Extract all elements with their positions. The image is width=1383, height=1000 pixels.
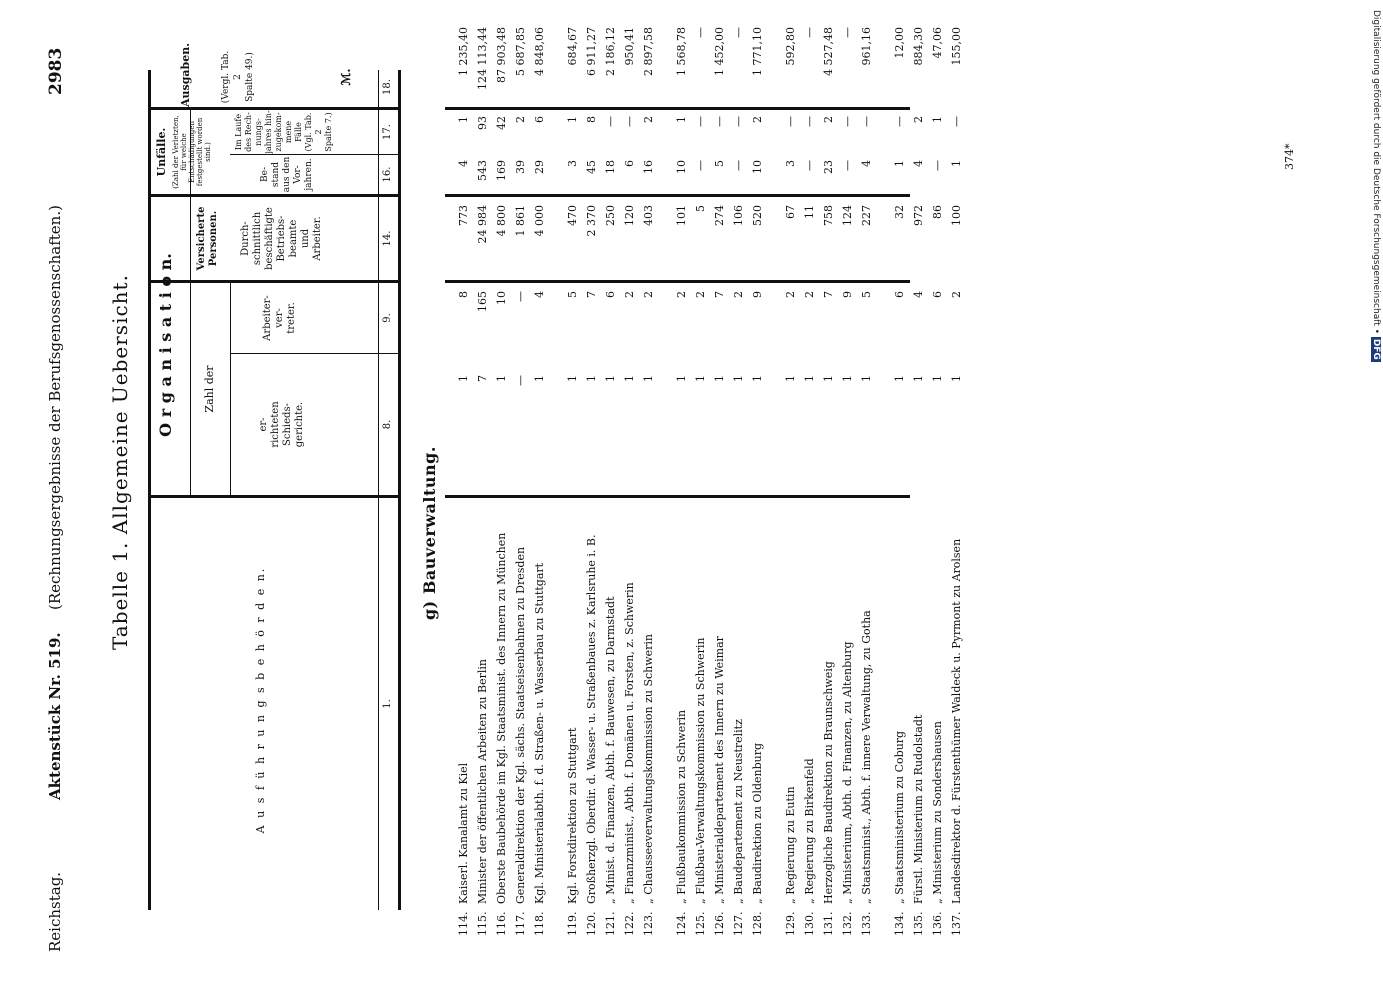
row-description: „ Baudirektion zu Oldenburg [751, 742, 764, 904]
row-zugang: — [860, 116, 873, 127]
row-description: „ Flußbau-Verwaltungskommission zu Schwerin [694, 637, 707, 904]
row-zugang: 1 [931, 116, 944, 123]
row-zugang: 2 [642, 116, 655, 123]
row-schiedsgerichte: 1 [893, 375, 906, 382]
row-arbeitervertreter: 5 [860, 291, 873, 298]
row-arbeitervertreter: 7 [713, 291, 726, 298]
row-versicherte: 403 [642, 205, 655, 226]
row-number: 134. [893, 911, 906, 936]
row-zugang: — [713, 116, 726, 127]
row-description: Kgl. Ministerialabth. f. d. Straßen- u. Wasserbau zu Stuttgart [533, 562, 546, 904]
row-number: 115. [476, 911, 489, 936]
row-schiedsgerichte: 1 [623, 375, 636, 382]
header-col18: Ausgaben. [179, 42, 192, 107]
row-number: 130. [803, 911, 816, 936]
table-row [512, 0, 530, 1000]
vline-desc [150, 495, 400, 498]
row-ausgaben: — [732, 27, 745, 38]
row-description: „ Ministerium, Abth. d. Finanzen, zu Altenburg [841, 641, 854, 904]
row-zugang: 2 [751, 116, 764, 123]
colnum-9: 9. [382, 313, 393, 323]
row-bestand: 4 [912, 160, 925, 167]
row-bestand: 3 [784, 160, 797, 167]
row-description: „ Ministerium zu Sondershausen [931, 721, 944, 904]
row-number: 117. [514, 911, 527, 936]
row-bestand: 4 [860, 160, 873, 167]
row-bestand: 10 [751, 160, 764, 174]
row-schiedsgerichte: 1 [694, 375, 707, 382]
row-ausgaben: 684,67 [566, 27, 579, 66]
row-versicherte: 101 [675, 205, 688, 226]
row-number: 124. [675, 911, 688, 936]
row-zugang: — [803, 116, 816, 127]
row-ausgaben: 155,00 [950, 27, 963, 66]
row-schiedsgerichte: 1 [931, 375, 944, 382]
row-versicherte: 2 370 [585, 205, 598, 237]
row-number: 114. [457, 911, 470, 936]
row-ausgaben: 6 911,27 [585, 27, 598, 76]
row-arbeitervertreter: 2 [803, 291, 816, 298]
page-number: 2983 [46, 47, 66, 95]
row-arbeitervertreter: 6 [931, 291, 944, 298]
row-versicherte: 67 [784, 205, 797, 219]
row-description: „ Staatsministerium zu Coburg [893, 730, 906, 904]
table-row [673, 0, 691, 1000]
header-desc: A u s f ü h r u n g s b e h ö r d e n. [254, 566, 267, 834]
row-ausgaben: 961,16 [860, 27, 873, 66]
row-number: 128. [751, 911, 764, 936]
row-versicherte: 972 [912, 205, 925, 226]
table-row [820, 0, 838, 1000]
row-versicherte: 520 [751, 205, 764, 226]
row-arbeitervertreter: 9 [751, 291, 764, 298]
row-number: 133. [860, 911, 873, 936]
header-organisation: O r g a n i s a t i o n. [156, 253, 175, 437]
row-zugang: 2 [822, 116, 835, 123]
row-ausgaben: 124 113,44 [476, 27, 489, 90]
row-arbeitervertreter: 2 [694, 291, 707, 298]
row-number: 132. [841, 911, 854, 936]
row-versicherte: 250 [604, 205, 617, 226]
table-row [692, 0, 710, 1000]
table-row [640, 0, 658, 1000]
row-number: 131. [822, 911, 835, 936]
row-versicherte: 470 [566, 205, 579, 226]
row-description: „ Regierung zu Birkenfeld [803, 758, 816, 904]
row-ausgaben: 1 771,10 [751, 27, 764, 76]
row-ausgaben: 1 568,78 [675, 27, 688, 76]
table-row [858, 0, 876, 1000]
row-versicherte: 24 984 [476, 205, 489, 244]
row-arbeitervertreter: 2 [623, 291, 636, 298]
row-description: „ Minist. d. Finanzen, Abth. f. Bauwesen, zu Darmstadt [604, 596, 617, 904]
row-description: Oberste Baubehörde im Kgl. Staatsminist. des Innern zu München [495, 532, 508, 904]
vline-16-17 [230, 154, 400, 155]
row-ausgaben: 884,30 [912, 27, 925, 66]
row-ausgaben: 47,06 [931, 27, 944, 59]
row-number: 118. [533, 911, 546, 936]
row-schiedsgerichte: 1 [533, 375, 546, 382]
row-bestand: — [931, 160, 944, 171]
row-number: 125. [694, 911, 707, 936]
row-arbeitervertreter: — [514, 291, 527, 302]
signature-mark: 374* [1283, 143, 1296, 170]
row-number: 137. [950, 911, 963, 936]
table-row [711, 0, 729, 1000]
row-schiedsgerichte: 1 [751, 375, 764, 382]
colnum-18: 18. [382, 79, 393, 95]
row-number: 123. [642, 911, 655, 936]
row-zugang: — [950, 116, 963, 127]
row-ausgaben: 87 903,48 [495, 27, 508, 83]
row-bestand: 10 [675, 160, 688, 174]
header-left: Reichstag. [46, 871, 64, 952]
header-paren: (Rechnungsergebnisse der Berufsgenossenschaften.) [46, 205, 64, 610]
colnum-1: 1. [382, 699, 393, 709]
row-versicherte: 227 [860, 205, 873, 226]
row-zugang: — [623, 116, 636, 127]
row-arbeitervertreter: 6 [893, 291, 906, 298]
row-ausgaben: 12,00 [893, 27, 906, 59]
row-description: Landesdirektor d. Fürstenthümer Waldeck u. Pyrmont zu Arolsen [950, 538, 963, 904]
row-arbeitervertreter: 2 [642, 291, 655, 298]
row-zugang: 8 [585, 116, 598, 123]
colnum-17: 17. [382, 124, 393, 140]
row-number: 119. [566, 911, 579, 936]
row-bestand: — [694, 160, 707, 171]
row-zugang: — [841, 116, 854, 127]
row-versicherte: 4 800 [495, 205, 508, 237]
row-zugang: — [893, 116, 906, 127]
row-arbeitervertreter: 4 [912, 291, 925, 298]
row-zugang: 2 [514, 116, 527, 123]
row-schiedsgerichte: 1 [912, 375, 925, 382]
row-ausgaben: 2 186,12 [604, 27, 617, 76]
table-row [474, 0, 492, 1000]
header-col9: Arbeiter- ver- treter. [262, 295, 297, 341]
row-schiedsgerichte: 1 [803, 375, 816, 382]
row-ausgaben: 4 527,48 [822, 27, 835, 76]
row-zugang: — [784, 116, 797, 127]
row-bestand: 6 [623, 160, 636, 167]
row-description: Kaiserl. Kanalamt zu Kiel [457, 762, 470, 904]
table-row [801, 0, 819, 1000]
header-col14: Durch- schnittlich beschäftigte Betriebs- beamte und Arbeiter. [240, 207, 323, 270]
row-number: 135. [912, 911, 925, 936]
table-row [929, 0, 947, 1000]
row-number: 127. [732, 911, 745, 936]
colnum-14: 14. [382, 230, 393, 247]
table-title: Tabelle 1. Allgemeine Uebersicht. [108, 274, 132, 650]
table-row [455, 0, 473, 1000]
table-row [891, 0, 909, 1000]
row-description: Großherzgl. Oberdir. d. Wasser- u. Straßenbaues z. Karlsruhe i. B. [585, 534, 598, 904]
zahl-sub-rule [230, 283, 231, 495]
row-versicherte: 11 [803, 205, 816, 219]
table-row [583, 0, 601, 1000]
row-versicherte: 4 000 [533, 205, 546, 237]
row-description: „ Staatsminist., Abth. f. innere Verwaltung, zu Gotha [860, 610, 873, 904]
row-description: Herzogliche Baudirektion zu Braunschweig [822, 661, 835, 904]
row-number: 126. [713, 911, 726, 936]
row-description: „ Flußbaukommission zu Schwerin [675, 709, 688, 904]
row-bestand: 29 [533, 160, 546, 174]
row-description: Fürstl. Ministerium zu Rudolstadt [912, 714, 925, 904]
row-schiedsgerichte: 1 [585, 375, 598, 382]
row-versicherte: 773 [457, 205, 470, 226]
row-ausgaben: — [841, 27, 854, 38]
table-row [839, 0, 857, 1000]
row-schiedsgerichte: 1 [841, 375, 854, 382]
row-bestand: — [732, 160, 745, 171]
row-zugang: 1 [457, 116, 470, 123]
row-schiedsgerichte: — [514, 375, 527, 386]
row-number: 136. [931, 911, 944, 936]
row-schiedsgerichte: 1 [566, 375, 579, 382]
row-bestand: 39 [514, 160, 527, 174]
table-row [602, 0, 620, 1000]
row-zugang: — [694, 116, 707, 127]
row-number: 121. [604, 911, 617, 936]
vline-8-9 [230, 353, 400, 354]
row-description: Kgl. Forstdirektion zu Stuttgart [566, 727, 579, 904]
table-row [493, 0, 511, 1000]
row-bestand: — [841, 160, 854, 171]
row-bestand: 18 [604, 160, 617, 174]
row-arbeitervertreter: 8 [457, 291, 470, 298]
row-zugang: 1 [675, 116, 688, 123]
row-description: „ Chausseeverwaltungskommission zu Schwerin [642, 633, 655, 904]
row-versicherte: 5 [694, 205, 707, 212]
dfg-badge: DFG [1371, 338, 1381, 360]
row-schiedsgerichte: 1 [642, 375, 655, 382]
row-versicherte: 120 [623, 205, 636, 226]
header-col17: Im Laufe des Rech- nungs- jahres hin- zugekom- mene Fälle (Vgl. Tab. 2 Spalte 7.) [234, 110, 333, 154]
row-bestand: 23 [822, 160, 835, 174]
row-versicherte: 758 [822, 205, 835, 226]
row-ausgaben: 1 235,40 [457, 27, 470, 76]
row-description: „ Finanzminist., Abth. f. Domänen u. Forsten, z. Schwerin [623, 582, 636, 904]
row-schiedsgerichte: 7 [476, 375, 489, 382]
row-arbeitervertreter: 5 [566, 291, 579, 298]
row-description: Generaldirektion der Kgl. sächs. Staatseisenbahnen zu Dresden [514, 546, 527, 904]
row-zugang: 93 [476, 116, 489, 130]
row-description: „ Baudepartement zu Neustrelitz [732, 719, 745, 904]
row-arbeitervertreter: 2 [950, 291, 963, 298]
row-ausgaben: 2 897,58 [642, 27, 655, 76]
header-col18-note: (Vergl. Tab. 2 Spalte 49.) [221, 50, 255, 104]
row-ausgaben: 1 452,00 [713, 27, 726, 76]
row-ausgaben: 592,80 [784, 27, 797, 66]
row-bestand: 3 [566, 160, 579, 167]
table-row [564, 0, 582, 1000]
row-ausgaben: — [803, 27, 816, 38]
row-schiedsgerichte: 1 [950, 375, 963, 382]
table-row [730, 0, 748, 1000]
row-arbeitervertreter: 2 [784, 291, 797, 298]
row-versicherte: 106 [732, 205, 745, 226]
row-zugang: — [604, 116, 617, 127]
row-bestand: 5 [713, 160, 726, 167]
row-number: 120. [585, 911, 598, 936]
row-schiedsgerichte: 1 [822, 375, 835, 382]
row-bestand: 543 [476, 160, 489, 181]
row-zugang: — [732, 116, 745, 127]
header-col16: Be- stand aus den Vor- jahren. [260, 156, 314, 193]
row-bestand: 4 [457, 160, 470, 167]
row-versicherte: 32 [893, 205, 906, 219]
row-schiedsgerichte: 1 [732, 375, 745, 382]
row-arbeitervertreter: 6 [604, 291, 617, 298]
row-arbeitervertreter: 165 [476, 291, 489, 312]
header-unfaelle: Unfälle. [155, 127, 168, 177]
row-versicherte: 1 861 [514, 205, 527, 237]
row-arbeitervertreter: 4 [533, 291, 546, 298]
header-col18-unit: ℳ. [339, 68, 353, 86]
row-ausgaben: 5 687,85 [514, 27, 527, 76]
row-schiedsgerichte: 1 [860, 375, 873, 382]
table-row [782, 0, 800, 1000]
row-schiedsgerichte: 1 [604, 375, 617, 382]
row-bestand: 1 [950, 160, 963, 167]
digitization-text: Digitalisierung gefördert durch die Deutsche Forschungsgemeinschaft • [1371, 10, 1381, 334]
row-ausgaben: — [694, 27, 707, 38]
row-bestand: 16 [642, 160, 655, 174]
header-zahl-der: Zahl der [203, 365, 216, 413]
table-row [749, 0, 767, 1000]
row-versicherte: 124 [841, 205, 854, 226]
row-versicherte: 100 [950, 205, 963, 226]
header-center: Aktenstück Nr. 519. [46, 632, 64, 800]
table-row [621, 0, 639, 1000]
row-arbeitervertreter: 2 [732, 291, 745, 298]
row-description: „ Ministerialdepartement des Innern zu Weimar [713, 636, 726, 904]
header-col8: er- richteten Schieds- gerichte. [258, 401, 305, 448]
header-unfaelle-sub: (Zahl der Verletzten, für welche Entschädigungen festgestellt worden sind.) [172, 115, 212, 189]
row-schiedsgerichte: 1 [675, 375, 688, 382]
row-bestand: 1 [893, 160, 906, 167]
row-description: Minister der öffentlichen Arbeiten zu Berlin [476, 659, 489, 904]
row-zugang: 1 [566, 116, 579, 123]
row-number: 116. [495, 911, 508, 936]
row-zugang: 42 [495, 116, 508, 130]
row-zugang: 2 [912, 116, 925, 123]
row-zugang: 6 [533, 116, 546, 123]
table-row [910, 0, 928, 1000]
row-number: 122. [623, 911, 636, 936]
row-number: 129. [784, 911, 797, 936]
table-row [948, 0, 966, 1000]
row-schiedsgerichte: 1 [457, 375, 470, 382]
colnum-8: 8. [382, 419, 393, 430]
row-bestand: — [803, 160, 816, 171]
row-schiedsgerichte: 1 [713, 375, 726, 382]
row-ausgaben: 950,41 [623, 27, 636, 66]
row-arbeitervertreter: 9 [841, 291, 854, 298]
row-arbeitervertreter: 2 [675, 291, 688, 298]
row-schiedsgerichte: 1 [784, 375, 797, 382]
row-bestand: 169 [495, 160, 508, 181]
row-description: „ Regierung zu Eutin [784, 786, 797, 904]
colnum-16: 16. [382, 166, 393, 183]
row-versicherte: 274 [713, 205, 726, 226]
row-arbeitervertreter: 7 [822, 291, 835, 298]
row-bestand: 45 [585, 160, 598, 174]
row-arbeitervertreter: 7 [585, 291, 598, 298]
row-schiedsgerichte: 1 [495, 375, 508, 382]
row-arbeitervertreter: 10 [495, 291, 508, 305]
row-ausgaben: 4 848,06 [533, 27, 546, 76]
section-title: g) Bauverwaltung. [420, 446, 439, 620]
digitization-note [1367, 10, 1381, 390]
header-versicherte: Versicherte Personen. [196, 206, 219, 271]
row-versicherte: 86 [931, 205, 944, 219]
table-row [531, 0, 549, 1000]
